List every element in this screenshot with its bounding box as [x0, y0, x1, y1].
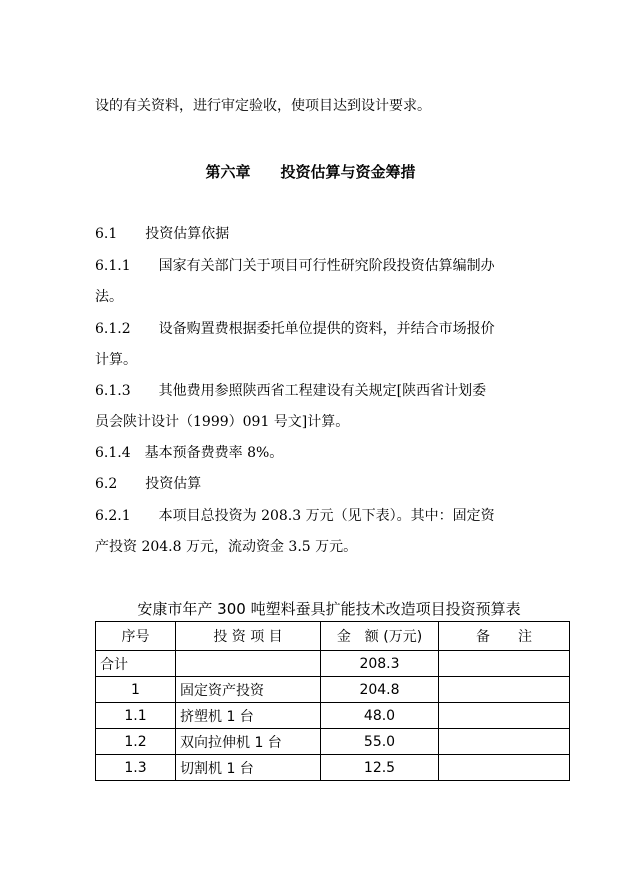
cell-no: 合计	[96, 651, 176, 677]
paragraph-line: 6.1.1 国家有关部门关于项目可行性研究阶段投资估算编制办	[95, 258, 495, 274]
cell-no: 1.1	[96, 703, 176, 729]
paragraph-line: 6.1.3 其他费用参照陕西省工程建设有关规定[陕西省计划委	[95, 383, 487, 399]
cell-no: 1.2	[96, 729, 176, 755]
header-amount: 金 额 (万元)	[321, 622, 439, 651]
header-note: 备 注	[439, 622, 570, 651]
cell-amount: 48.0	[321, 703, 439, 729]
cell-amount: 204.8	[321, 677, 439, 703]
cell-note	[439, 703, 570, 729]
cell-amount: 12.5	[321, 755, 439, 781]
cell-item: 挤塑机 1 台	[176, 703, 321, 729]
header-item: 投 资 项 目	[176, 622, 321, 651]
cell-no: 1	[96, 677, 176, 703]
paragraph-line: 6.2 投资估算	[95, 476, 202, 492]
cell-item: 固定资产投资	[176, 677, 321, 703]
paragraph-line: 法。	[95, 289, 123, 305]
paragraph-line: 6.1.2 设备购置费根据委托单位提供的资料，并结合市场报价	[95, 321, 495, 337]
cell-note	[439, 651, 570, 677]
table-caption: 安康市年产 300 吨塑料蚕具扩能技术改造项目投资预算表	[137, 600, 521, 618]
paragraph-line: 产投资 204.8 万元，流动资金 3.5 万元。	[95, 539, 358, 555]
table-row	[96, 729, 570, 755]
paragraph-line: 6.2.1 本项目总投资为 208.3 万元（见下表）。其中：固定资	[95, 508, 495, 524]
cell-no: 1.3	[96, 755, 176, 781]
cell-amount: 208.3	[321, 651, 439, 677]
investment-budget-table	[95, 621, 570, 781]
paragraph-line: 6.1 投资估算依据	[95, 226, 230, 242]
chapter-title: 第六章 投资估算与资金筹措	[205, 163, 416, 181]
cell-item	[176, 651, 321, 677]
cell-amount: 55.0	[321, 729, 439, 755]
paragraph-line: 员会陕计设计（1999）091 号文]计算。	[95, 414, 350, 430]
table-header-row	[96, 622, 570, 651]
cell-note	[439, 755, 570, 781]
intro-line: 设的有关资料，进行审定验收，使项目达到设计要求。	[95, 98, 431, 114]
cell-note	[439, 677, 570, 703]
table-row	[96, 755, 570, 781]
cell-item: 切割机 1 台	[176, 755, 321, 781]
table-row	[96, 703, 570, 729]
paragraph-line: 计算。	[95, 352, 137, 368]
cell-item: 双向拉伸机 1 台	[176, 729, 321, 755]
cell-note	[439, 729, 570, 755]
table-row	[96, 651, 570, 677]
header-no: 序号	[96, 622, 176, 651]
table-row	[96, 677, 570, 703]
paragraph-line: 6.1.4 基本预备费费率 8%。	[95, 445, 284, 461]
